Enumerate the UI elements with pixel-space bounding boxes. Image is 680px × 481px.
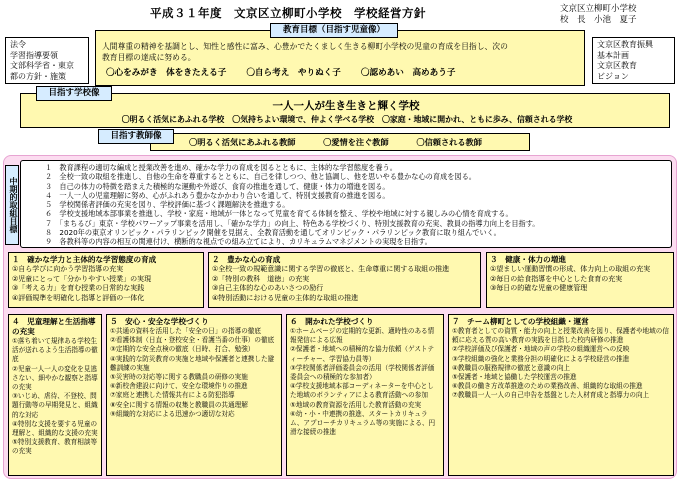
box-line: ③学校関係者評価委員会の活用（学校関係者評価委員会への積極的な参加者） [290,363,435,382]
principal-name: 校 長 小池 夏子 [560,15,637,25]
box-title: ４ 児童理解と生活指導の充実 [12,317,96,336]
box-title: ６ 開かれた学校づくり [290,317,374,326]
plan-line: 文京区教育振興 [597,40,653,49]
open-school-box [286,314,444,476]
midterm-item: ９ 各教科等の内容の相互の関連付け、横断的な視点での組み立てにより、カリキュラムマネジメントの実現を目指す。 [45,237,432,247]
box-line: ③自己主体的な心のあいさつの励行 [212,284,324,293]
box-title: ２ 豊かな心の育成 [212,255,281,264]
rich-heart-box [208,252,481,308]
box-line: ①落ち着いて規律ある学校生活が送れるよう生活指導の徹底 [12,337,98,364]
midterm-item: ７ 「まちるび」東京・学校パワーアップ事業を活用し、「確かな学力」の向上、特色ある学校づくり、特別支援教育の充実、教員の指導力向上を目指す。 [45,218,540,228]
page-title: 平成３１年度 文京区立柳町小学校 学校経営方針 [150,6,426,20]
box-line: ⑨組織的な対応による迅速かつ適切な対応 [110,409,235,418]
box-line: ①全校一致の規範意識に関する学習の徹底と、生命尊重に関する取組の推進 [212,265,450,273]
goal-text: 人間尊重の精神を基調とし、知性と感性に富み、心豊かでたくましく生きる柳町小学校の児童の育成を目指し、次の [102,42,508,51]
school-image-label: 目指す学校像 [36,86,112,101]
midterm-item: ６ 学校支援地域本部事業を推進し、学校・家庭・地域が一体となって児童を育てる体制を整え、学校や地域に対する親しみの心情を育成する。 [45,209,513,219]
goal-item: 〇認めあい 高めあう子 [360,68,456,78]
box-line: ④特別活動における児童の主体的な取組の推進 [212,293,359,302]
box-line: ⑦教職員一人一人の自己申告を基盤とした人材育成と指導力の向上 [452,391,650,400]
laws-box [5,37,89,84]
laws-line: 文部科学省・東京 [10,61,74,70]
school-info [560,4,637,26]
midterm-goals-box [20,160,672,248]
laws-line: 学習指導要領 [10,50,58,60]
box-line: ④実践的な防災教育の実施と地域や保護者と連携した避難訓練の実施 [110,354,275,372]
box-line: ③いじめ、虐待、不登校、問題行動等の早期発見と、組織的な対応 [12,392,98,419]
team-management-box [448,314,674,476]
box-title: ７ チーム柳町としての学校組織・運営 [452,317,589,326]
box-line: ⑤保護者・地域と協働した学校運営の推進 [452,373,577,382]
box-line: ②看護体制（日直・登校安全・看護当番の仕事）の徹底 [110,336,275,345]
plan-line: 基本計画 [597,50,629,60]
school-image-box [20,93,670,128]
safe-school-box [106,314,282,476]
box-title: １ 確かな学力と主体的な学習態度の育成 [12,255,157,264]
plan-line: 文京区教育 [597,61,637,70]
box-line: ④教職員の服務規律の徹底と意識の向上 [452,363,571,372]
box-line: ⑧安全に関する情報の収集と教職員の共通理解 [110,400,248,409]
academic-ability-box [8,252,204,308]
box-line: ②保護者・地域への積極的な協力依頼（ゲストティーチャー、学習協力員等） [290,345,435,363]
teacher-image-box [150,133,530,151]
box-line: ①教育者としての資質・能力の向上と授業改善を図り、保護者や地域の信頼に応える質の高い教育の実践を目指した校内研修の推進 [452,327,669,345]
goal-text: 教育目標の達成に努める。 [102,52,196,62]
box-line: ②学校評価及び保護者・地域の声の学校の組織運営への反映 [452,345,630,354]
box-line: ⑤特別支援教育、教育相談等の充実 [12,438,98,456]
box-line: ②児童一人一人の変化を見逃さない、細やかな観察と指導の充実 [12,364,98,392]
box-line: ①望ましい運動習慣の形成、体力向上の取組の充実 [490,265,651,273]
plan-line: ビジョン [597,71,629,81]
box-line: ②児童にとって「分かりやすい授業」の実現 [12,274,152,283]
box-line: ⑤地域の教育資源を活用した教育活動の充実 [290,400,422,409]
midterm-item: ４ 一人一人の児童理解に努め、心がふれあう豊かなかかわり合いを通して、特別支援教育の推進を図る。 [45,190,390,200]
box-line: ②「特別の教科 道徳」の充実 [212,274,310,283]
midterm-item: １ 教育課程の適切な編成と授業改善を進め、確かな学力の育成を図るとともに、主体的な学習態度を養う。 [45,163,397,172]
midterm-item: ２ 全校一致の取組を推進し、自他の生命を尊重するとともに、自己を律しつつ、他と協調し、他を思いやる豊かな心の育成を図る。 [45,172,476,182]
bunkyo-plan-box [592,37,675,84]
box-title: ３ 健康・体力の増進 [490,255,566,264]
midterm-label: 中期的取組目標 [5,165,19,245]
box-line: ③毎日の的確な児童の健康管理 [490,284,588,293]
midterm-item: ３ 自己の体力の特徴を踏まえた積極的な運動や外遊び、食育の推進を通して、健康・体力の増進を図る。 [45,181,390,191]
student-guidance-box [8,314,102,476]
box-line: ④特別な支援を要する児童の理解と、組織的な支援の充実 [12,419,98,438]
box-line: ⑥新校舎建設に向けて、安全な環境作りの推進 [110,382,248,391]
box-title: ５ 安心・安全な学校づくり [110,317,209,326]
goal-label: 教育目標（目指す児童像） [270,23,398,38]
school-image-main: 一人一人が生き生きと輝く学校 [272,100,420,112]
goal-item: 〇心をみがき 体をきたえる子 [106,68,227,78]
laws-line: 都の方針・施策 [10,71,66,81]
box-line: ⑤災害時の対応等に関する教職員の研修の実施 [110,373,248,382]
box-line: ①共通の資料を活用した「安全の日」の指導の徹底 [110,327,261,335]
box-line: ③「考える力」を育む授業の日常的な実践 [12,284,145,293]
box-line: ⑥幼・小・中連携の推進、スタートカリキュラム、アプローチカリキュラム等の実施による、円滑な接続の推進 [290,409,436,437]
box-line: ⑦家庭と連携した情報共有による防犯指導 [110,391,235,400]
health-fitness-box [486,252,674,308]
goal-item: 〇自ら考え やりぬく子 [246,68,341,78]
teacher-image-label: 目指す教師像 [98,129,174,144]
midterm-item: ５ 学校関係者評価の充実を図り、学校評価に基づく課題解決を推進する。 [45,200,290,210]
laws-line: 法令 [10,40,26,49]
midterm-item: ８ 2020年の東京オリンピック・パラリンピック開催を見据え、全教育活動を通してオリンピック・パラリンピック教育に取り組んでいく。 [45,228,501,238]
box-line: ⑥教員の働き方改革推進のための業務改善、組織的な取組の推進 [452,382,643,391]
box-line: ③学校組織の強化と業務分担の明確化による学校経営の推進 [452,354,630,363]
school-name: 文京区立柳町小学校 [560,4,637,14]
box-line: ①自ら学びに向かう学習指導の充実 [12,265,124,273]
teacher-item: 〇愛情を注ぐ教師 [323,137,389,147]
box-line: ②毎日の給食指導を中心とした食育の充実 [490,274,623,283]
box-line: ③定期的な安全点検の徹底（日時、打合、勉強） [110,345,255,354]
education-goal-box [95,30,585,86]
box-line: ④評価規準を明確化し指導と評価の一体化 [12,293,145,302]
box-line: ①ホームページの定期的な更新、適時性のある情報発信による広報 [290,327,435,345]
teacher-item: 〇信頼される教師 [416,137,482,147]
teacher-item: 〇明るく活気にあふれる教師 [189,137,296,147]
school-image-items: 〇明るく活気にあふれる学校 〇気持ちよい環境で、仲よく学べる学校 〇家庭・地域に開かれ、ともに歩み、信頼される学校 [121,115,573,124]
box-line: ④学校支援地域本部コーディネーターを中心とした地域のボランティアによる教育活動への参加 [290,382,434,400]
